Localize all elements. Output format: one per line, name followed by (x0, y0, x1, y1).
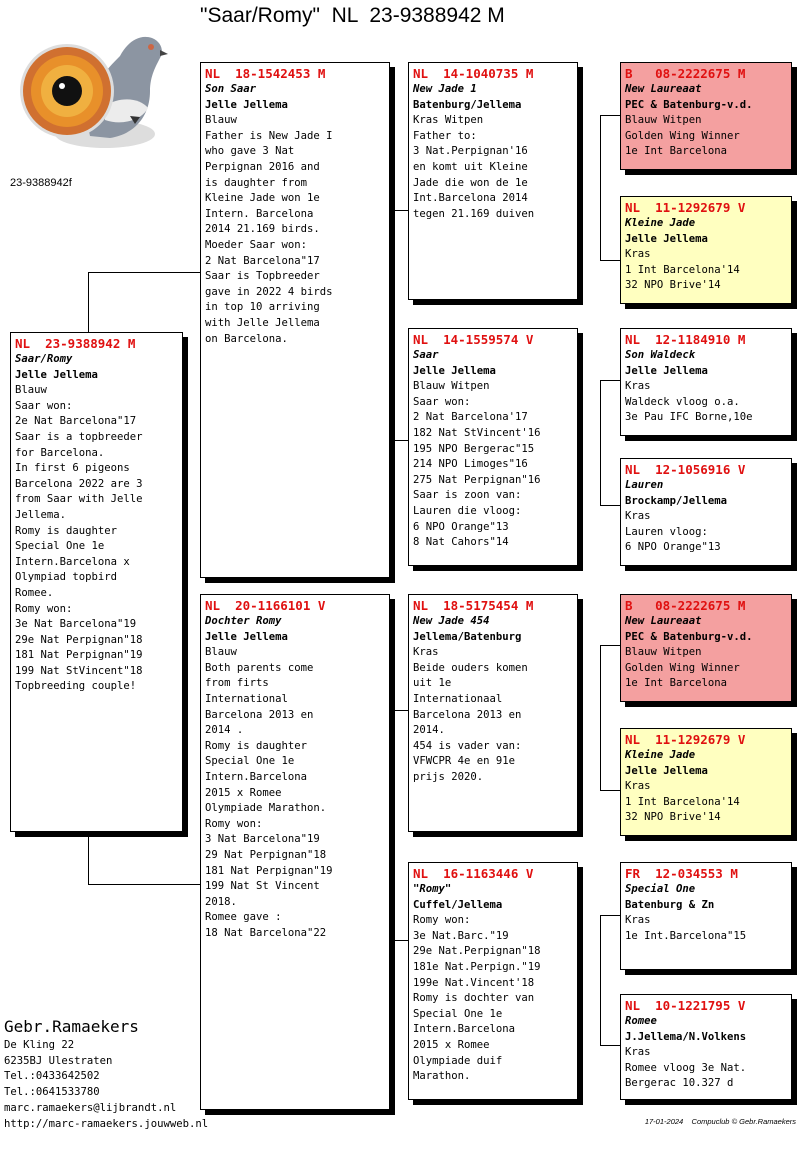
pigeon-color: Blauw (205, 646, 237, 659)
ring-number: NL 10-1221795 V (625, 998, 746, 1013)
pedigree-card-mmf (620, 862, 792, 970)
pigeon-owner: Batenburg & Zn (625, 898, 715, 911)
pigeon-notes: Saar won: 2 Nat Barcelona'17 182 Nat StVincent'16 195 NPO Bergerac"15 214 NPO Limoges"16 275 Nat Perpignan"16 Saar is zoon van: Lauren die vloog: 6 NPO Orange"13 8 Nat Cahors"14 (413, 395, 541, 549)
pigeon-owner: PEC & Batenburg-v.d. (625, 98, 753, 111)
pigeon-name: "Romy" (413, 883, 452, 895)
pigeon-owner: Jelle Jellema (15, 368, 98, 381)
breeder-city: 6235BJ Ulestraten (4, 1054, 113, 1067)
pedigree-card-mfm (620, 728, 792, 836)
pigeon-color: Blauw (15, 384, 47, 397)
pigeon-name: Romee (625, 1015, 657, 1027)
ring-number: NL 18-1542453 M (205, 66, 326, 81)
breeder-website[interactable]: http://marc-ramaekers.jouwweb.nl (4, 1117, 209, 1130)
pigeon-name: Saar/Romy (15, 353, 73, 365)
pedigree-card-father (200, 62, 390, 578)
pigeon-name: New Laureaat (625, 83, 702, 95)
pigeon-owner: Brockamp/Jellema (625, 494, 728, 507)
breeder-phone-2: Tel.:0641533780 (4, 1086, 100, 1099)
pigeon-notes: Father is New Jade I who gave 3 Nat Perpignan 2016 and is daughter from Kleine Jade won 1e Intern. Barcelona 2014 21.169 birds. Moeder Saar won: 2 Nat Barcelona"17 Saar is Topbreeder gave in 2022 4 birds in top 10 arriving with Jelle Jellema on Barcelona. (205, 129, 333, 345)
pigeon-notes: Waldeck vloog o.a. 3e Pau IFC Borne,10e (625, 395, 753, 424)
pedigree-card-mm (408, 862, 578, 1100)
pigeon-notes: Father to: 3 Nat.Perpignan'16 en komt uit Kleine Jade die won de 1e Int.Barcelona 2014 tegen 21.169 duiven (413, 129, 535, 220)
pigeon-notes: 1 Int Barcelona'14 32 NPO Brive'14 (625, 263, 740, 292)
pigeon-name: New Jade 454 (413, 615, 490, 627)
page-title: "Saar/Romy" NL 23-9388942 M (200, 4, 505, 27)
pigeon-owner: Jelle Jellema (625, 764, 708, 777)
pedigree-card-fm (408, 328, 578, 566)
pigeon-notes: Golden Wing Winner 1e Int Barcelona (625, 129, 740, 158)
pigeon-color: Kras (625, 510, 651, 523)
pigeon-notes: Golden Wing Winner 1e Int Barcelona (625, 661, 740, 690)
pedigree-card-mmm (620, 994, 792, 1100)
ring-number: B 08-2222675 M (625, 598, 746, 613)
pigeon-name: Dochter Romy (205, 615, 282, 627)
ring-number: NL 23-9388942 M (15, 336, 136, 351)
pedigree-card-mff (620, 594, 792, 702)
ring-number: NL 20-1166101 V (205, 598, 326, 613)
pigeon-color: Blauw Witpen (625, 646, 702, 659)
photo-caption: 23-9388942f (10, 177, 72, 189)
pigeon-color: Kras (625, 780, 651, 793)
pigeon-color: Blauw Witpen (413, 380, 490, 393)
pigeon-name: New Jade 1 (413, 83, 477, 95)
pigeon-color: Kras (413, 646, 439, 659)
pedigree-card-ff (408, 62, 578, 300)
ring-number: NL 18-5175454 M (413, 598, 534, 613)
pigeon-color: Blauw (205, 114, 237, 127)
pedigree-card-fmf (620, 328, 792, 436)
pigeon-color: Blauw Witpen (625, 114, 702, 127)
ring-number: NL 16-1163446 V (413, 866, 534, 881)
pigeon-notes: Lauren vloog: 6 NPO Orange"13 (625, 525, 721, 554)
pigeon-notes: 1e Int.Barcelona"15 (625, 929, 747, 942)
pedigree-card-mf (408, 594, 578, 832)
pigeon-notes: Romee vloog 3e Nat. Bergerac 10.327 d (625, 1061, 747, 1090)
ring-number: B 08-2222675 M (625, 66, 746, 81)
ring-number: NL 14-1559574 V (413, 332, 534, 347)
ring-number: NL 12-1184910 M (625, 332, 746, 347)
pigeon-owner: Jelle Jellema (625, 232, 708, 245)
pigeon-notes: 3e Nat.Barc."19 29e Nat.Perpignan"18 181e Nat.Perpign."19 199e Nat.Vincent'18 Romy is dochter van Special One 1e Intern.Barcelona 2015 x Romee Olympiade duif Marathon. (413, 929, 541, 1083)
pigeon-owner: Cuffel/Jellema (413, 898, 503, 911)
breeder-phone-1: Tel.:0433642502 (4, 1070, 100, 1083)
pigeon-owner: Batenburg/Jellema (413, 98, 522, 111)
pigeon-name: Kleine Jade (625, 749, 696, 761)
pigeon-name: Special One (625, 883, 696, 895)
pedigree-card-mother (200, 594, 390, 1110)
ring-number: FR 12-034553 M (625, 866, 738, 881)
pigeon-color: Kras (625, 914, 651, 927)
pigeon-owner: Jelle Jellema (625, 364, 708, 377)
ring-number: NL 11-1292679 V (625, 200, 746, 215)
pigeon-owner: J.Jellema/N.Volkens (625, 1030, 747, 1043)
ring-number: NL 12-1056916 V (625, 462, 746, 477)
breeder-info (4, 1016, 208, 1132)
pigeon-notes: 1 Int Barcelona'14 32 NPO Brive'14 (625, 795, 740, 824)
pigeon-owner: Jelle Jellema (205, 630, 288, 643)
pigeon-name: Lauren (625, 479, 664, 491)
pedigree-card-subject (10, 332, 183, 832)
pedigree-card-fff (620, 62, 792, 170)
footer-credit: 17-01-2024 Compuclub © Gebr.Ramaekers (644, 1117, 796, 1126)
breeder-address: De Kling 22 (4, 1039, 75, 1051)
pigeon-owner: Jelle Jellema (413, 364, 496, 377)
pigeon-name: Son Saar (205, 83, 257, 95)
pigeon-owner: PEC & Batenburg-v.d. (625, 630, 753, 643)
pigeon-photo (10, 16, 170, 156)
ring-number: NL 14-1040735 M (413, 66, 534, 81)
breeder-email[interactable]: marc.ramaekers@lijbrandt.nl (4, 1101, 177, 1114)
pigeon-color: Kras Witpen (413, 114, 484, 127)
pigeon-color: Kras (625, 248, 651, 261)
pigeon-eye-image (10, 16, 170, 156)
pedigree-card-ffm (620, 196, 792, 304)
pigeon-name: Kleine Jade (625, 217, 696, 229)
pigeon-owner: Jelle Jellema (205, 98, 288, 111)
breeder-name: Gebr.Ramaekers (4, 1017, 139, 1036)
pigeon-name: New Laureaat (625, 615, 702, 627)
pigeon-name: Saar (413, 349, 439, 361)
pigeon-color: Romy won: (413, 914, 471, 927)
pigeon-color: Kras (625, 1046, 651, 1059)
pigeon-notes: Beide ouders komen uit 1e Internationaal Barcelona 2013 en 2014. 454 is vader van: VFWCPR 4e en 91e prijs 2020. (413, 661, 528, 783)
pigeon-notes: Both parents come from firts International Barcelona 2013 en 2014 . Romy is daughter Special One 1e Intern.Barcelona 2015 x Romee Olympiade Marathon. Romy won: 3 Nat Barcelona"19 29 Nat Perpignan"18 181 Nat Perpignan"19 199 Nat St Vincent 2018. Romee gave : 18 Nat Barcelona"22 (205, 661, 333, 939)
pigeon-color: Kras (625, 380, 651, 393)
pedigree-card-fmm (620, 458, 792, 566)
pigeon-name: Son Waldeck (625, 349, 696, 361)
pigeon-owner: Jellema/Batenburg (413, 630, 522, 643)
ring-number: NL 11-1292679 V (625, 732, 746, 747)
pigeon-notes: Saar won: 2e Nat Barcelona"17 Saar is a topbreeder for Barcelona. In first 6 pigeons Barcelona 2022 are 3 from Saar with Jelle Jellema. Romy is daughter Special One 1e Intern.Barcelona x Olympiad topbird Romee. Romy won: 3e Nat Barcelona"19 29e Nat Perpignan"18 181 Nat Perpignan"19 199 Nat StVincent"18 Topbreeding couple! (15, 399, 143, 693)
